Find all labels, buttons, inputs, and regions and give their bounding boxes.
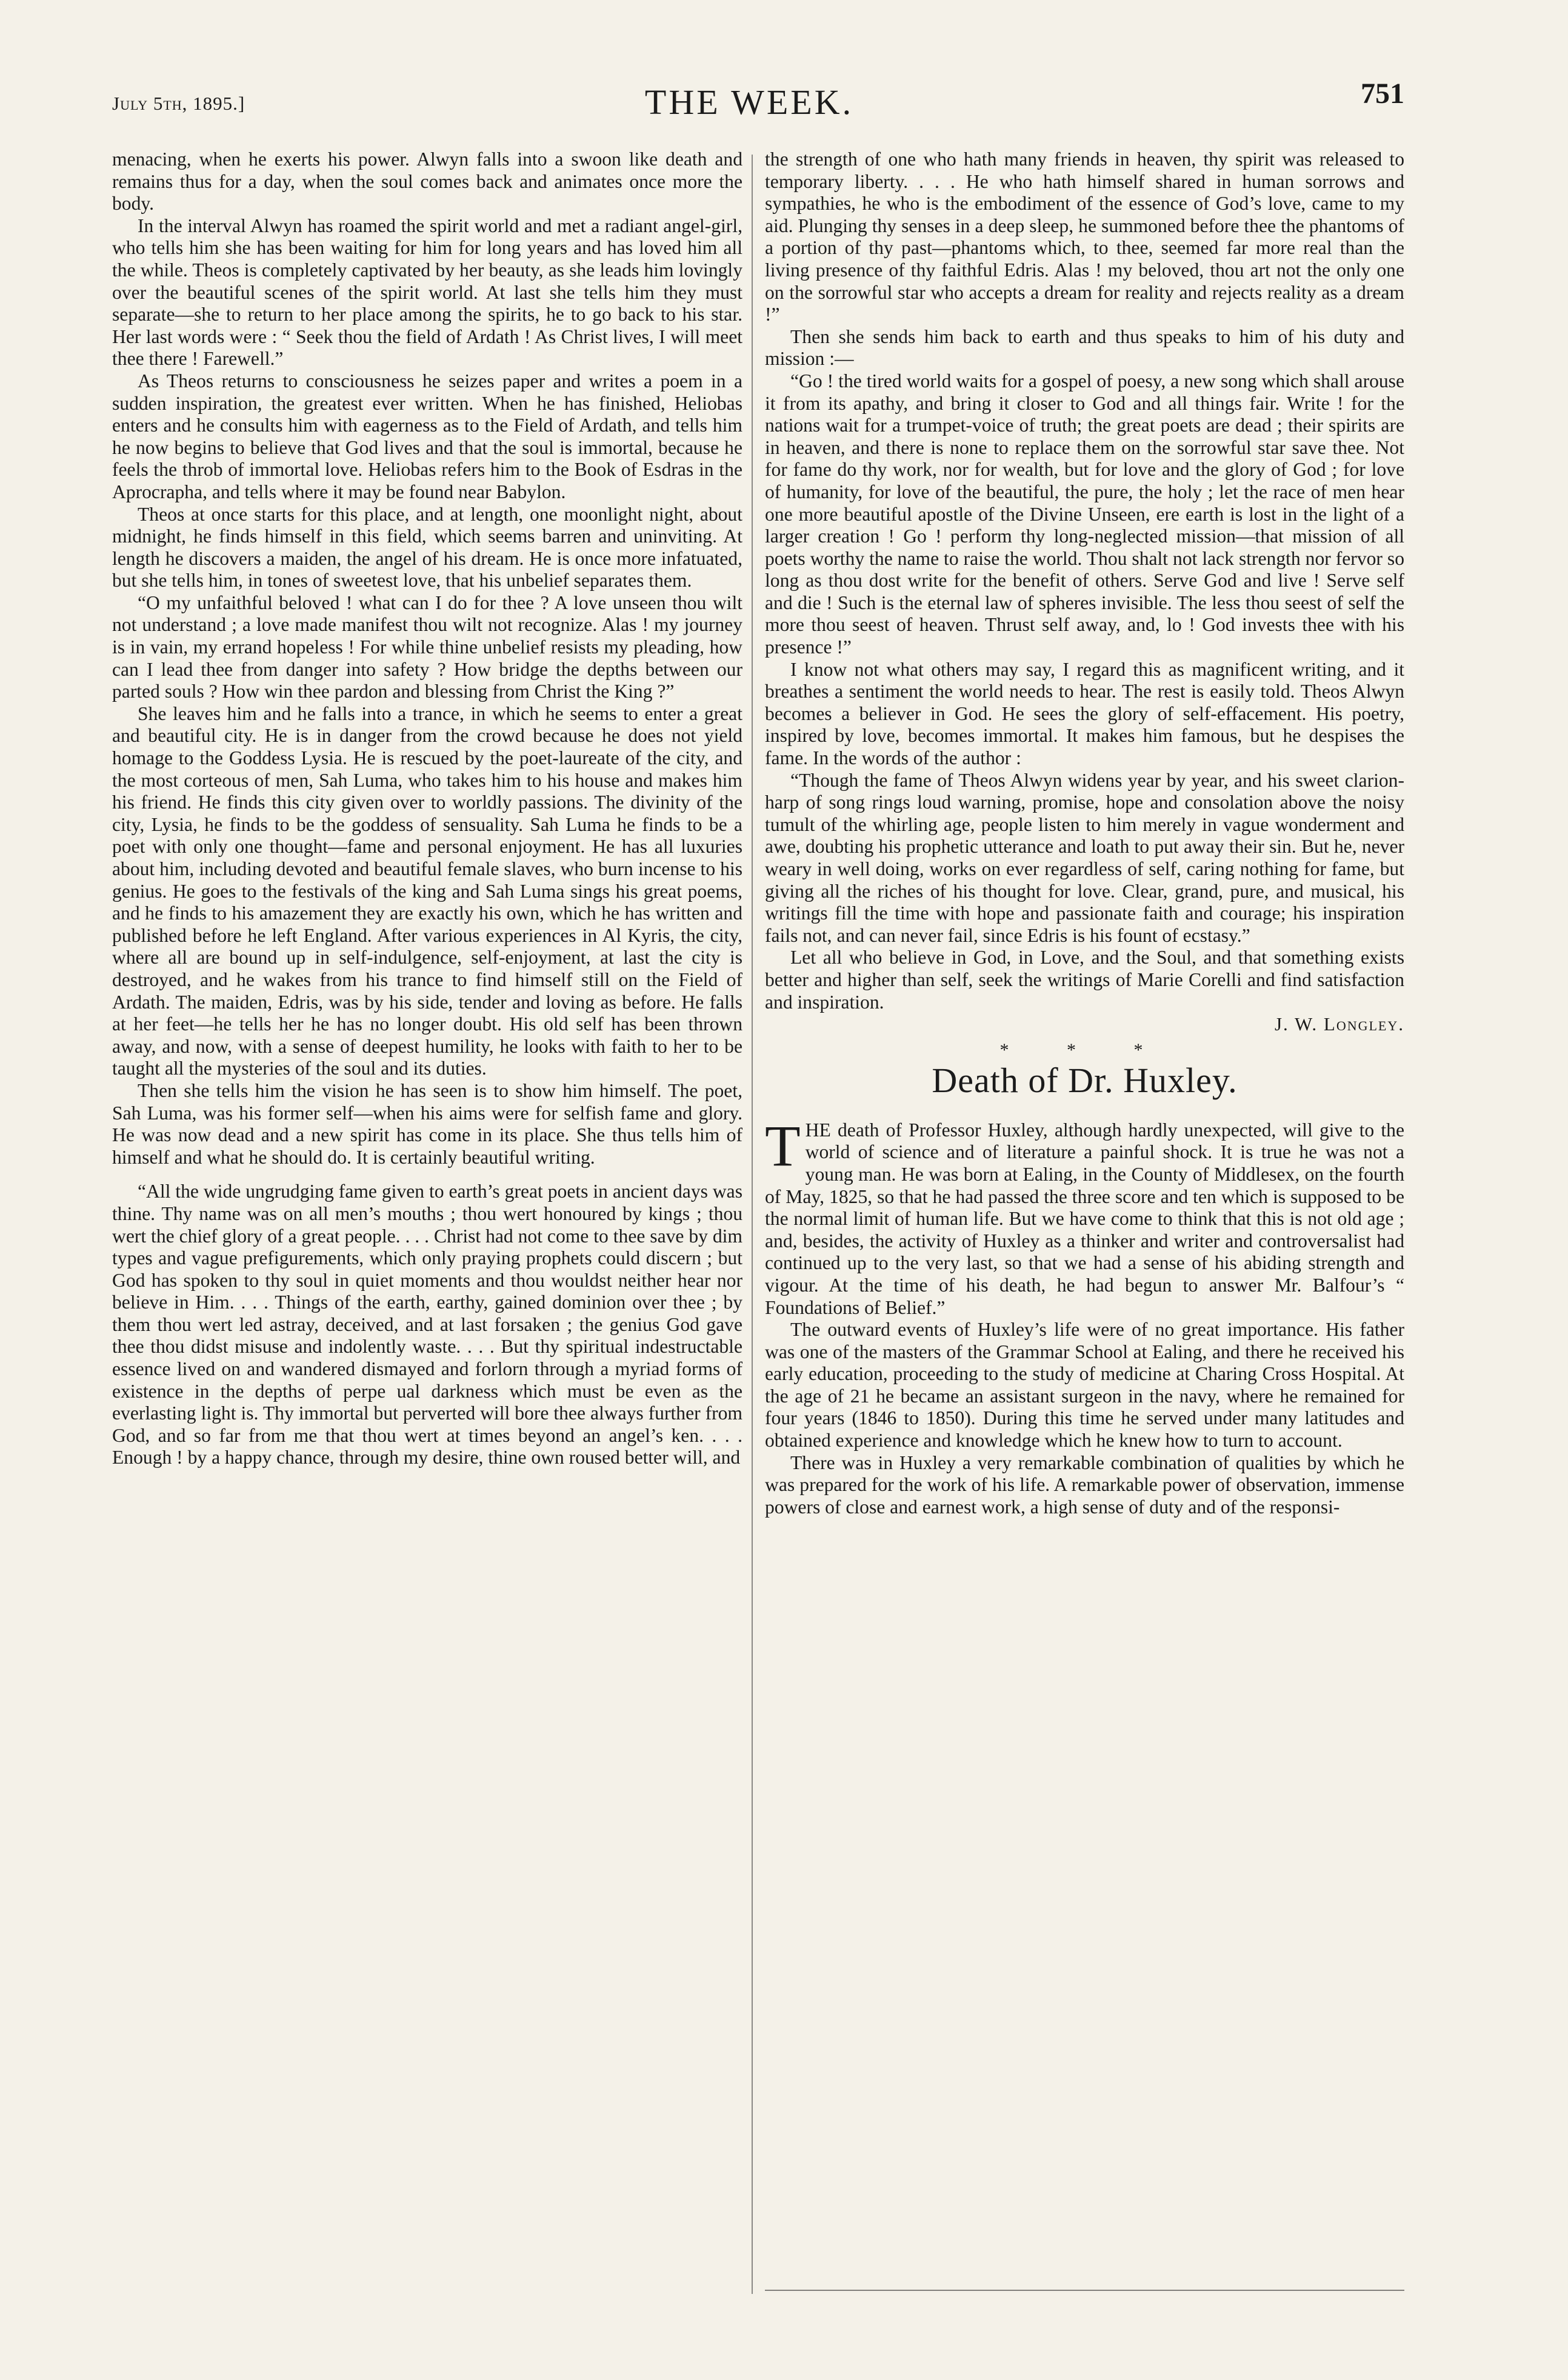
page-number: 751 bbox=[1361, 78, 1404, 110]
column-divider bbox=[752, 155, 753, 2294]
issue-date: July 5th, 1895.] bbox=[112, 93, 245, 114]
paragraph: “All the wide ungrudging fame given to earth’s great poets in ancient days was thine. Thy name was on all men’s mouths ; thou wert honoured by kings ; thou wert the chief glory of a great people. . . . Christ had not come to thee save by dim types and vague prefigurements, which only praying prophets could discern ; but God has spoken to thy soul in quiet moments and thou wouldst neither hear nor believe in Him. . . . Things of the earth, earthy, gained dominion over thee ; by them thou wert led astray, deceived, and at last forsaken ; the genius God gave thee thou didst misuse and indolently waste. . . . But thy spiritual indestructable essence lived on and wandered dismayed and forlorn through a myriad forms of existence in the depths of perpe ual darkness which must be even as the everlasting light is. Thy immortal but perverted will bore thee always further from God, and so far from me that thou wert at times beyond an angel’s ken. . . . Enough ! by a happy chance, through my desire, thine own roused better will, and bbox=[112, 1181, 742, 1468]
paragraph: Let all who believe in God, in Love, and the Soul, and that something exists better and higher than self, seek the writings of Marie Corelli and find satisfaction and inspiration. bbox=[765, 947, 1404, 1013]
paragraph: As Theos returns to consciousness he seizes paper and writes a poem in a sudden inspiration, the greatest ever written. When he has finished, Heliobas enters and he consults him with eagerness as to the Field of Ardath, and tells him he now begins to believe that God lives and that the soul is immortal, because he feels the throb of immortal love. Heliobas refers him to the Book of Esdras in the Aprocrapha, and tells where it may be found near Babylon. bbox=[112, 370, 742, 502]
article-first-paragraph: THE death of Professor Huxley, although hardly unexpected, will give to the world of science and of literature a painful shock. It is true he was not a young man. He was born at Ealing, in the County of Middlesex, on the fourth of May, 1825, so that he had passed the three score and ten which is supposed to be the normal limit of human life. But we have come to think that this is not old age ; and, besides, the activity of Huxley as a thinker and writer and controversalist had continued up to the very last, so that we had a sense of his abiding strength and vigour. At the time of his death, he had begun to answer Mr. Balfour’s “ Foundations of Belief.” bbox=[765, 1113, 1404, 1318]
paragraph-gap bbox=[112, 1168, 742, 1181]
section-title: Death of Dr. Huxley. bbox=[932, 1060, 1238, 1100]
section-separator: * * * bbox=[999, 1039, 1170, 1060]
author-signature: J. W. Longley. bbox=[1274, 1013, 1404, 1035]
article-huxley bbox=[765, 1113, 1404, 1519]
left-column bbox=[112, 148, 742, 1469]
paragraph: Then she tells him the vision he has seen is to show him himself. The poet, Sah Luma, was his former self—when his aims were for selfish fame and glory. He was now dead and a new spirit has come in its place. She thus tells him of himself and what he should do. It is certainly beautiful writing. bbox=[112, 1079, 742, 1168]
paragraph: “O my unfaithful beloved ! what can I do for thee ? A love unseen thou wilt not understand ; a love made manifest thou wilt not recognize. Alas ! my journey is in vain, my errand hopeless ! For while thine unbelief resists my pleading, how can I lead thee from danger into safety ? How bridge the depths between our parted souls ? How win thee pardon and blessing from Christ the King ?” bbox=[112, 592, 742, 702]
paragraph: I know not what others may say, I regard this as magnificent writing, and it breathes a sentiment the world needs to hear. The rest is easily told. Theos Alwyn becomes a believer in God. He sees the glory of self-effacement. His poetry, inspired by love, becomes immortal. It makes him famous, but he despises the fame. In the words of the author : bbox=[765, 658, 1404, 769]
paragraph: Theos at once starts for this place, and at length, one moonlight night, about midnight, he finds himself in this field, which seems barren and uninviting. At length he discovers a maiden, the angel of his dream. He is once more infatuated, but she tells him, in tones of sweetest love, that his unbelief separates them. bbox=[112, 503, 742, 592]
paragraph: “Though the fame of Theos Alwyn widens year by year, and his sweet clarion-harp of song rings loud warning, promise, hope and consolation above the noisy tumult of the whirling age, people listen to him merely in vague wonderment and awe, doubting his prophetic utterance and loath to put away their sin. But he, never weary in well doing, works on ever regardless of self, caring nothing for fame, but giving all the riches of his thought for love. Clear, grand, pure, and musical, his writings fill the time with hope and passionate faith and courage; his inspiration fails not, and can never fail, since Edris is his fount of ecstasy.” bbox=[765, 769, 1404, 946]
article-paragraph: There was in Huxley a very remarkable combination of qualities by which he was prepared for the work of his life. A remarkable power of observation, immense powers of close and earnest work, a high sense of duty and of the responsi- bbox=[765, 1452, 1404, 1518]
right-column bbox=[765, 148, 1404, 1518]
paragraph: She leaves him and he falls into a trance, in which he seems to enter a great and beautiful city. He is in danger from the crowd because he does not yield homage to the Goddess Lysia. He is rescued by the poet-laureate of the city, and the most corteous of men, Sah Luma, who takes him to his house and makes him his friend. He finds this city given over to worldly passions. The divinity of the city, Lysia, he finds to be the goddess of sensuality. Sah Luma he finds to be a poet with only one thought—fame and personal enjoyment. He has all luxuries about him, including devoted and beautiful female slaves, who burn incense to his genius. He goes to the festivals of the king and Sah Luma sings his great poems, and he finds to his amazement they are exactly his own, which he has written and published before he left England. After various experiences in Al Kyris, the city, where all are bound up in self-indulgence, self-enjoyment, at last the city is destroyed, and he wakes from his trance to find himself still on the Field of Ardath. The maiden, Edris, was by his side, tender and loving as before. He falls at her feet—he tells her he has no longer doubt. His old self has been thrown away, and now, with a sense of deepest humility, he looks with faith to her to be taught all the mysteries of the soul and its duties. bbox=[112, 702, 742, 1079]
page-header bbox=[112, 64, 1404, 130]
paragraph: the strength of one who hath many friends in heaven, thy spirit was released to temporary liberty. . . . He who hath himself shared in human sorrows and sympathies, he who is the embodiment of the essence of God’s love, came to my aid. Plunging thy senses in a deep sleep, he summoned before thee the phantoms of a portion of thy past—phantoms which, to thee, seemed far more real than the living presence of thy faithful Edris. Alas ! my beloved, thou art not the only one on the sorrowful star who accepts a dream for reality and rejects reality as a dream !” bbox=[765, 148, 1404, 325]
drop-cap: T bbox=[765, 1113, 801, 1178]
right-column-body bbox=[765, 148, 1404, 1013]
bottom-rule bbox=[765, 2290, 1404, 2291]
paragraph: “Go ! the tired world waits for a gospel of poesy, a new song which shall arouse it from its apathy, and bring it closer to God and all things fair. Write ! for the nations wait for a trumpet-voice of truth; the great poets are dead ; their spirits are in heaven, and there is none to replace them on the sorrowful star save thee. Not for fame do thy work, nor for wealth, but for love and the glory of God ; for love of humanity, for love of the beautiful, the pure, the holy ; let the race of men hear one more beautiful apostle of the Divine Unseen, ere earth is lost in the light of a larger creation ! Go ! perform thy long-neglected mission—that mission of all poets worthy the name to raise the world. Thou shalt not lack strength nor fervor so long as thou dost write for the benefit of others. Serve God and live ! Serve self and die ! Such is the eternal law of spheres invisible. The less thou seest of self the more thou seest of heaven. Thrust self away, and, lo ! God invests thee with his presence !” bbox=[765, 370, 1404, 658]
paragraph: Then she sends him back to earth and thus speaks to him of his duty and mission :— bbox=[765, 325, 1404, 370]
paragraph: menacing, when he exerts his power. Alwyn falls into a swoon like death and remains thus for a day, when the soul comes back and animates once more the body. bbox=[112, 148, 742, 215]
article-paragraph: The outward events of Huxley’s life were of no great importance. His father was one of the masters of the Grammar School at Ealing, and there he received his early education, proceeding to the study of medicine at Charing Cross Hospital. At the age of 21 he became an assistant surgeon in the navy, where he remained for four years (1846 to 1850). During this time he served under many latitudes and obtained experience and knowledge which he knew how to turn to account. bbox=[765, 1319, 1404, 1452]
masthead-title: THE WEEK. bbox=[644, 82, 854, 122]
paragraph: In the interval Alwyn has roamed the spirit world and met a radiant angel-girl, who tells him she has been waiting for him for long years and has loved him all the while. Theos is completely captivated by her beauty, as she leads him lovingly over the beautiful scenes of the spirit world. At last she tells him they must separate—she to return to her place among the spirits, he to go back to his star. Her last words were : “ Seek thou the field of Ardath ! As Christ lives, I will meet thee there ! Farewell.” bbox=[112, 215, 742, 370]
